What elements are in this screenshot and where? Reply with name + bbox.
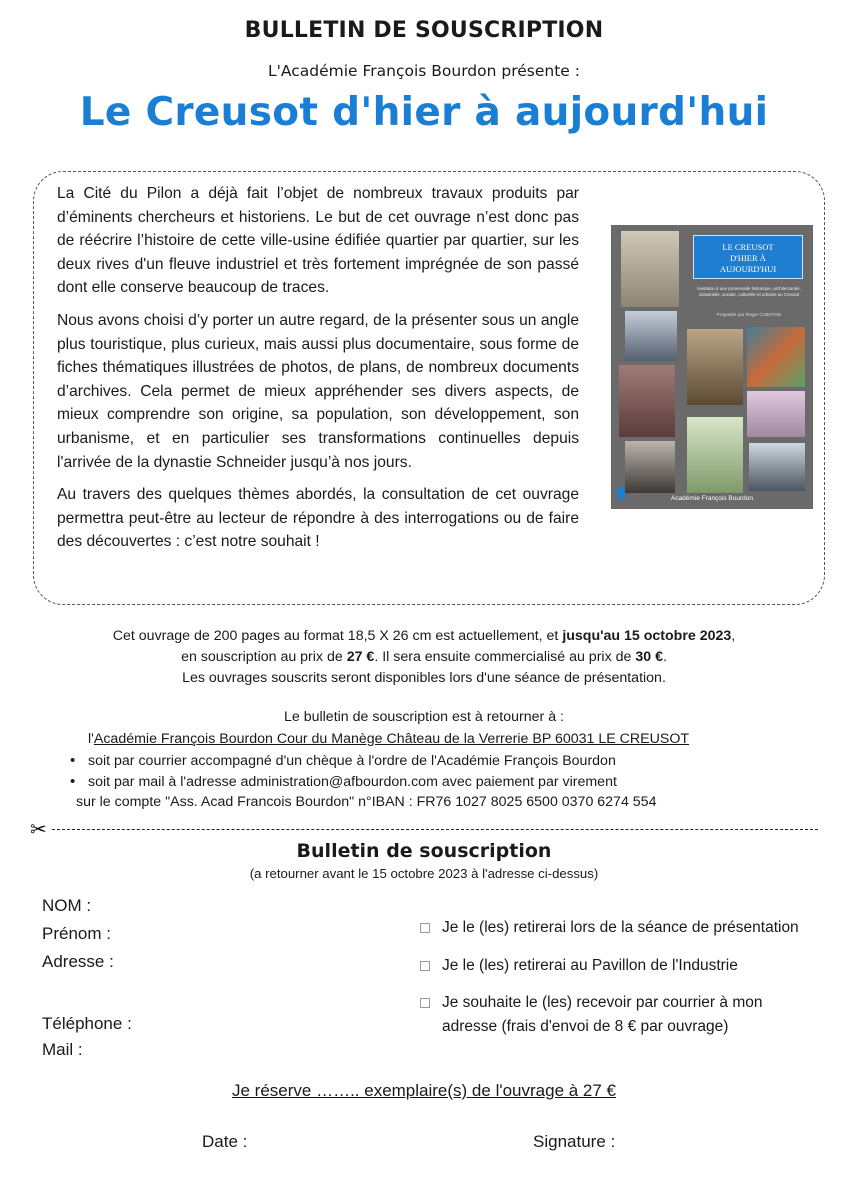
option-label: Je le (les) retirerai au Pavillon de l'Industrie <box>442 957 738 974</box>
checkbox[interactable] <box>420 923 430 933</box>
cover-photo-workers <box>619 365 675 437</box>
list-item: • soit par mail à l'adresse administration@afbourdon.com avec paiement par virement <box>70 772 810 793</box>
document-title: BULLETIN DE SOUSCRIPTION <box>244 18 604 43</box>
option-mail-delivery[interactable] <box>420 991 820 1039</box>
book-cover-image <box>611 225 813 509</box>
nom-field[interactable]: NOM : <box>42 896 92 915</box>
form-subtitle: (a retourner avant le 15 octobre 2023 à l'adresse ci-dessus) <box>249 866 599 881</box>
telephone-field[interactable]: Téléphone : <box>42 1014 132 1033</box>
return-label: Le bulletin de souscription est à retourner à : <box>284 709 564 725</box>
description-text <box>57 182 579 563</box>
description-paragraph: Nous avons choisi d’y porter un autre regard, de la présenter sous un angle plus touristique, plus curieux, mais aussi plus documentaire, sous forme de fiches thématiques illustrées de photos, de plans, de nombreux documents d’archives. Cela permet de mieux appréhender ses divers aspects, de mieux comprendre son origine, sa population, son développement, son urbanisme, et en particulier ses transformations continuelles depuis l'arrivée de la dynastie Schneider jusqu’à nos jours. <box>57 311 579 471</box>
option-pickup-pavilion[interactable] <box>420 954 845 978</box>
option-pickup-presentation[interactable] <box>420 916 845 940</box>
cover-photo-group <box>625 441 675 493</box>
cover-photo-hall <box>747 391 805 437</box>
checkbox[interactable] <box>420 961 430 971</box>
description-paragraph: Au travers des quelques thèmes abordés, la consultation de cet ouvrage permettra peut-être au lecteur de répondre à des interrogations ou de faire des découvertes : c’est notre souhait ! <box>57 486 579 551</box>
cover-photo-street <box>687 417 743 493</box>
mail-field[interactable]: Mail : <box>42 1040 83 1059</box>
cover-publisher: Académie François Bourdon <box>670 495 753 502</box>
form-title: Bulletin de souscription <box>296 840 552 862</box>
presents-line: L'Académie François Bourdon présente : <box>267 62 580 80</box>
cover-photo-forge <box>687 329 743 405</box>
option-label: Je souhaite le (les) recevoir par courrier à mon adresse (frais d'envoi de 8 € par ouvrage) <box>442 994 763 1035</box>
list-item-continuation: sur le compte "Ass. Acad Francois Bourdon" n°IBAN : FR76 1027 8025 6500 0370 6274 554 <box>76 794 657 810</box>
info-line-3: Les ouvrages souscrits seront disponibles lors d'une séance de présentation. <box>182 670 666 686</box>
book-title: Le Creusot d'hier à aujourd'hui <box>79 90 769 135</box>
option-label: Je le (les) retirerai lors de la séance de présentation <box>442 919 799 936</box>
dashed-divider <box>52 829 818 830</box>
info-line-1: Cet ouvrage de 200 pages au format 18,5 X 26 cm est actuellement, et jusqu'au 15 octobre 2023, <box>112 628 736 644</box>
prenom-field[interactable]: Prénom : <box>42 924 111 943</box>
reservation-line[interactable]: Je réserve …….. exemplaire(s) de l'ouvrage à 27 € <box>231 1081 617 1100</box>
info-line-2: en souscription au prix de 27 €. Il sera ensuite commercialisé au prix de 30 €. <box>181 649 667 665</box>
description-paragraph: La Cité du Pilon a déjà fait l’objet de nombreux travaux produits par d’éminents chercheurs et historiens. Le but de cet ouvrage n’est donc pas de réécrire l’histoire de cette ville-usine édifiée quartier par quartier, sur les deux rives d'un fleuve industriel et très fortement imprégnée de son passé dont elle conserve beaucoup de traces. <box>57 185 579 297</box>
cover-photo-church <box>621 231 679 307</box>
list-item: • soit par courrier accompagné d'un chèque à l'ordre de l'Académie François Bourdon <box>70 751 810 772</box>
price-info <box>0 626 848 689</box>
cover-subtitle: Invitation à une promenade historique, architecturale, industrielle, sociale, culturelle et urbaine au Creusot <box>697 286 801 297</box>
cover-photo-building <box>625 311 677 361</box>
cover-title-box: LE CREUSOT D'HIER À AUJOURD'HUI <box>693 235 803 279</box>
cut-line <box>30 817 818 841</box>
signature-field[interactable]: Signature : <box>533 1132 616 1151</box>
payment-methods <box>70 751 810 813</box>
cover-author: Proposée par Roger CABATON <box>716 312 782 317</box>
scissors-icon: ✂ <box>30 817 47 841</box>
cover-photo-landscape <box>749 443 805 491</box>
checkbox[interactable] <box>420 998 430 1008</box>
cover-photo-stained-glass <box>747 327 805 387</box>
adresse-field[interactable]: Adresse : <box>42 952 114 971</box>
return-address: l'Académie François Bourdon Cour du Manège Château de la Verrerie BP 60031 LE CREUSOT <box>88 731 690 747</box>
date-field[interactable]: Date : <box>202 1132 248 1151</box>
